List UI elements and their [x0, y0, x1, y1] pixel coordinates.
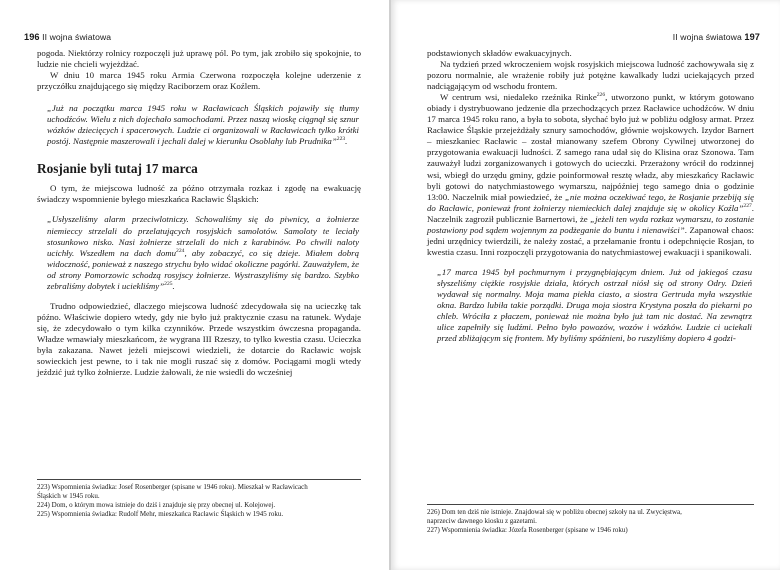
paragraph: Trudno odpowiedzieć, dlaczego miejscowa ludność zdecydowała się na ucieczkę tak późno. Właściwie dopiero wtedy, gdy nie było już praktycznie czasu na ratunek. Wydaje się, że zdecydowało o tym kilka czynników. Przede wszystkim ówczesna propaganda. Władze wmawiały mieszkańcom, że wygrana III Rzeszy, to tylko kwestia czasu. Ucieczka była zakazana. Nawet jeżeli miejscowi wiedzieli, że dotarcie do Racławic wojsk sowieckich jest pewne, to i tak nie mogli ruszać się z domów. Pociągami mogli wtedy jeździć już tylko żołnierze. Ludzie żałowali, że nie wsiedli do wcześniej: [37, 300, 361, 378]
right-page-number: 197: [744, 32, 760, 42]
paragraph: Na tydzień przed wkroczeniem wojsk rosyjskich miejscowa ludność zachowywała się z pozoru normalnie, ale wrażenie robiły już potężne kawalkady ludzi uciekających przed nadciągającym od wschodu frontem.: [427, 59, 754, 92]
left-page: [0, 0, 389, 570]
right-running-title: II wojna światowa: [672, 32, 742, 42]
footnote-ref: 224: [176, 247, 185, 254]
right-body-text: [427, 48, 754, 353]
paragraph-text: , utworzono punkt, w którym gotowano obiady i dystrybuowano jedzenie dla przechodzących przez Racławice uchodźców. W dniu 17 marca 1945 roku rano, a była to sobota, słychać było już w pobliżu odgłosy armat. Przez Racławice Śląskie przejeżdżały sznury samochodów, głównie wojskowych. Izydor Barnert – mieszkaniec Racławic – został mianowany szefem Obrony Cywilnej utworzonej do przygotowania ewakuacji ludności. Z samego rana udał się do Klisina oraz Szonowa. Tam zauważył ludzi zorganizowanych i gotowych do ucieczki. Przerażony wrócił do rodzinnej wsi, wbiegł do urzędu gminy, gdzie poinformował resztę władz, aby mieszkańcy Racławic byli gotowi do natychmiastowego wymarszu, najpóźniej tego samego dnia o godzinie 13:00. Naczelnik miał powiedzieć, że: [427, 92, 754, 202]
quote-block: „Już na początku marca 1945 roku w Racławicach Śląskich pojawiły się tłumy uchodźców. Wielu z nich dojechało samochodami. Przez naszą wioskę ciągnął się sznur wózków dziecięcych i spacerowych. Ludzie ci organizowali w Racławicach tylko krótki postój. Następnie maszerowali i jechali dalej w kierunku Osoblahy lub Prudnika”$^{223}$.: [47, 103, 359, 147]
quote-block: [47, 214, 359, 291]
footnote: 223) Wspomnienia świadka: Josef Rosenberger (spisane w 1946 roku). Mieszkał w Racławicach: [37, 483, 308, 491]
paragraph: podstawionych składów ewakuacyjnych.: [427, 48, 572, 58]
footnote: 224) Dom, o którym mowa istnieje do dziś i znajduje się przy obecnej ul. Kolejowej.: [37, 500, 276, 509]
left-running-title: II wojna światowa: [42, 32, 112, 42]
quote-text: „Już na początku marca 1945 roku w Racławicach Śląskich pojawiły się tłumy uchodźców. Wielu z nich dojechało samochodami. Przez naszą wioskę ciągnął się sznur wózków dziecięcych i spacerowych. Ludzie ci organizowali w Racławicach tylko krótki postój. Następnie maszerowali i jechali dalej w kierunku Osoblahy lub Prudnika”: [47, 103, 359, 147]
footnote: naprzeciw dawnego kiosku z gazetami.: [427, 516, 537, 525]
inline-quote: „nie można oczekiwać tego, że Rosjanie przebiją się do Racławic, ponieważ front żołnierzy niemieckich dalej znajduje się w okolicy Koźla”: [427, 191, 754, 213]
quote-block: „17 marca 1945 był pochmurnym i przygnębiającym dniem. Już od jakiegoś czasu słyszeliśmy ciężkie rosyjskie działa, których ostrzał niósł się od strony Odry. Dzień wydawał się normalny. Moja mama piekła ciasto, a siostra Gertruda myła wszystkie okna. Bardzo lubiła takie porządki. Druga moja siostra Krystyna poszła do piekarni po chleb. Wróciła z płaczem, ponieważ nie można było już tam nic dostać. Na zewnątrz ulice zapełniły się ludźmi. Pełno było powozów, wozów i wózków. Ludzie ci uciekali przed zbliżającym się frontem. My byliśmy spóźnieni, bo ruszyliśmy dopiero 4 godzi-: [437, 266, 752, 344]
footnote-ref: 225: [164, 280, 173, 287]
paragraph: pogoda. Niektórzy rolnicy rozpoczęli już uprawę pól. Po tym, jak zrobiło się spokojnie, to ludzie nie chcieli wyjeżdżać.: [37, 48, 361, 70]
right-page: [391, 0, 780, 570]
right-footnotes: [427, 504, 754, 535]
quote-end: .: [172, 280, 175, 291]
paragraph-text: W centrum wsi, niedaleko rzeźnika Rinke: [440, 92, 597, 103]
footnote: 225) Wspomnienia świadka: Rudolf Mehr, mieszkańca Racławic Śląskich w 1945 roku.: [37, 509, 284, 518]
left-running-head: [24, 32, 111, 42]
quote-text: , aby zobaczyć, co się dzieje. Miałem dobrą widoczność, ponieważ z naszego strychu było widać okoliczne pagórki. Zauważyłem, że od strony Pomorzowic schodzą rosyjscy żołnierze. Wystraszyliśmy się bardzo. Szybko zebraliśmy dobytek i uciekliśmy”: [47, 247, 359, 291]
paragraph: W dniu 10 marca 1945 roku Armia Czerwona rozpoczęła kolejne uderzenie z przyczółku znajdującego się między Raciborzem oraz Koźlem.: [37, 70, 361, 92]
paragraph-text: . Naczelnik zagroził publicznie Barnertowi, że: [427, 202, 754, 224]
paragraph-text: . Zapanował chaos: jedni urzędnicy twierdzili, że należy zostać, a przełamanie frontu i odepchnięcie Rosjan, to kwestia czasu. Inni rozpoczęli przygotowania do natychmiastowej ewakuacji i spanikowali.: [427, 224, 755, 257]
footnote-ref: 223: [336, 136, 346, 143]
left-body-text: [37, 48, 361, 378]
paragraph: O tym, że miejscowa ludność za późno otrzymała rozkaz i zgodę na ewakuację świadczy wspomnienie byłego mieszkańca Racławic Śląskich:: [37, 183, 361, 205]
left-footnotes: [37, 479, 361, 519]
footnote: 227) Wspomnienia świadka: Józefa Rosenberger (spisane w 1946 roku): [427, 525, 628, 534]
inline-quote: „jeżeli ten wyda rozkaz wymarszu, to zostanie postawiony pod sądem wojennym za podżeganie do buntu i nienawiści”: [427, 213, 755, 235]
right-running-head: [673, 32, 760, 42]
footnote: 226) Dom ten dziś nie istnieje. Znajdował się w pobliżu obecnej szkoły na ul. Zwycięstwa,: [427, 508, 682, 516]
section-heading: Rosjanie byli tutaj 17 marca: [37, 161, 198, 177]
footnote-ref: 227: [743, 202, 752, 209]
paragraph: [427, 92, 754, 258]
quote-text: „Usłyszeliśmy alarm przeciwlotniczy. Schowaliśmy się do piwnicy, a żołnierze niemieccy strzelali do przelatujących rosyjskich samolotów. Samoloty te leciały stosunkowo nisko. Nasi żołnierze strzelali do nich z karabinów. Po chwili naloty ucichły. Wszedłem na dach domu: [47, 214, 359, 258]
footnote-ref: 226: [596, 92, 606, 99]
left-page-number: 196: [24, 32, 40, 42]
footnote: Śląskich w 1945 roku.: [37, 491, 100, 500]
